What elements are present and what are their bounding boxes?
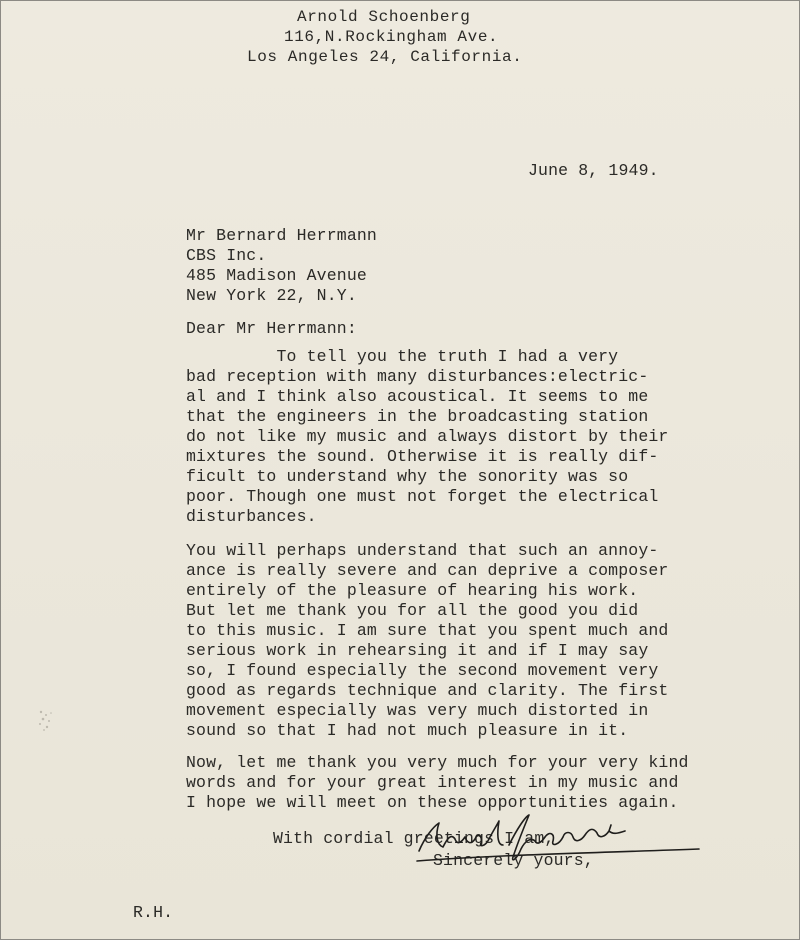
paragraph-line: bad reception with many disturbances:electric- [186, 367, 649, 386]
recipient-company: CBS Inc. [186, 246, 267, 265]
paragraph-line: I hope we will meet on these opportunities again. [186, 793, 679, 812]
paragraph-line: mixtures the sound. Otherwise it is really dif- [186, 447, 659, 466]
salutation: Dear Mr Herrmann: [186, 319, 357, 338]
letterhead-city: Los Angeles 24, California. [247, 48, 523, 66]
paragraph-line: ficult to understand why the sonority was so [186, 467, 629, 486]
paragraph-line: good as regards technique and clarity. The first [186, 681, 669, 700]
letter-date: June 8, 1949. [528, 161, 659, 180]
paragraph-line: to this music. I am sure that you spent much and [186, 621, 669, 640]
letterhead-street: 116,N.Rockingham Ave. [284, 28, 499, 46]
paragraph-line: Now, let me thank you very much for your very kind [186, 753, 689, 772]
closing: Sincerely yours, [433, 851, 594, 870]
paragraph-line: To tell you the truth I had a very [186, 347, 619, 366]
recipient-street: 485 Madison Avenue [186, 266, 367, 285]
typist-initials: R.H. [133, 903, 174, 922]
greeting: With cordial greetings I am, [273, 829, 555, 848]
recipient-city: New York 22, N.Y. [186, 286, 357, 305]
paragraph-line: ance is really severe and can deprive a composer [186, 561, 669, 580]
paragraph-line: entirely of the pleasure of hearing his work. [186, 581, 639, 600]
paragraph-line: But let me thank you for all the good you did [186, 601, 639, 620]
paragraph-line: disturbances. [186, 507, 317, 526]
recipient-name: Mr Bernard Herrmann [186, 226, 377, 245]
paragraph-line: that the engineers in the broadcasting station [186, 407, 649, 426]
paragraph-line: serious work in rehearsing it and if I may say [186, 641, 649, 660]
paragraph-line: sound so that I had not much pleasure in it. [186, 721, 629, 740]
paragraph-line: You will perhaps understand that such an annoy- [186, 541, 659, 560]
signature [413, 809, 703, 867]
paragraph-line: do not like my music and always distort by their [186, 427, 669, 446]
paragraph-line: poor. Though one must not forget the electrical [186, 487, 659, 506]
paragraph-line: movement especially was very much distorted in [186, 701, 649, 720]
paragraph-line: so, I found especially the second movement very [186, 661, 659, 680]
paragraph-line: words and for your great interest in my music and [186, 773, 679, 792]
paragraph-line: al and I think also acoustical. It seems to me [186, 387, 649, 406]
smudge-mark [35, 707, 57, 733]
letterhead-name: Arnold Schoenberg [297, 8, 471, 26]
